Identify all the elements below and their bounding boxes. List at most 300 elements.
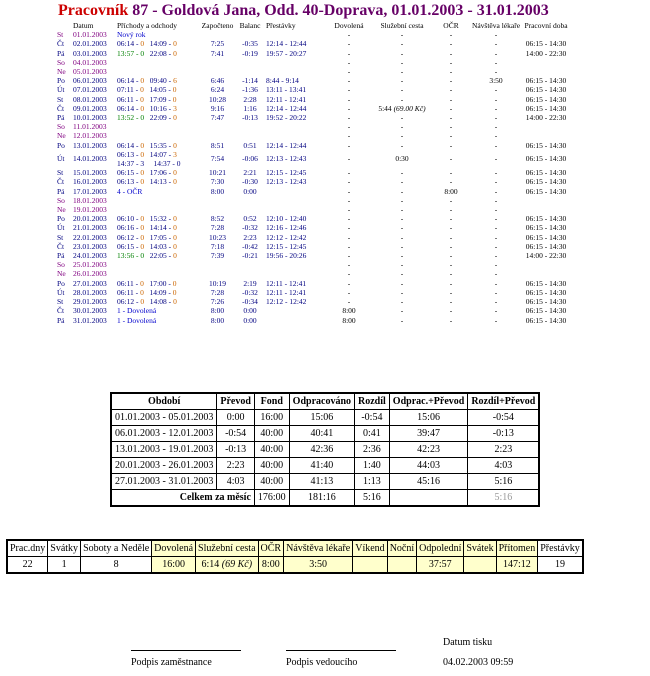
row-navsteva-lekare: - <box>494 223 498 233</box>
sum-rozdil-prevod: 2:23 <box>468 442 540 458</box>
table-row <box>57 251 571 260</box>
row-prichody-seg: 10:16 - <box>144 103 174 113</box>
title-rest: 87 - Goldová Jana, Odd. 40-Doprava, 01.01.2003 - 31.01.2003 <box>132 2 549 19</box>
row-pracovni-doba <box>521 196 571 205</box>
row-sluzebni-cesta <box>373 104 431 113</box>
row-navsteva-lekare: - <box>494 260 498 270</box>
sum-obdobi: 01.01.2003 - 05.01.2003 <box>111 410 217 426</box>
tot-h-sluzebni-cesta: Služební cesta <box>196 540 258 557</box>
row-balanc <box>234 58 266 67</box>
row-prichody <box>117 76 201 85</box>
row-dow: Út <box>57 154 65 164</box>
row-prichody-seg: 22:08 - <box>144 48 174 58</box>
row-navsteva-lekare: - <box>494 140 498 150</box>
row-sluzebni-cesta-amount: (69.00 Kč) <box>393 103 426 113</box>
row-zapocteno <box>201 260 234 269</box>
row-prichody-seg: 0 <box>172 278 177 288</box>
row-prichody-seg: 17:09 - <box>143 94 173 104</box>
row-prichody-seg: 0 <box>173 48 177 58</box>
row-ocr: - <box>449 30 453 40</box>
row-pracovni-doba: 06:15 - 14:30 <box>525 186 567 196</box>
row-sluzebni-cesta <box>373 279 431 288</box>
row-balanc: -0:34 <box>242 297 258 307</box>
row-dovolena: - <box>347 223 351 233</box>
tot-svatky: 1 <box>48 557 81 574</box>
row-date: 21.01.2003 <box>73 223 107 233</box>
row-prichody <box>117 150 201 168</box>
sum-obdobi: 27.01.2003 - 31.01.2003 <box>111 474 217 490</box>
sum-rozdil: 0:41 <box>355 426 390 442</box>
row-prichody-line2: 14:37 - 3 14:37 - 0 <box>117 159 181 169</box>
row-sluzebni-cesta <box>373 187 431 196</box>
sum-total-fond: 176:00 <box>254 490 289 507</box>
row-navsteva-lekare: - <box>494 154 498 164</box>
row-dow: St <box>57 232 64 242</box>
row-prestavky: 12:13 - 12:43 <box>266 154 307 164</box>
row-navsteva-lekare: - <box>494 30 498 40</box>
row-balanc <box>234 122 266 131</box>
row-zapocteno: 8:51 <box>210 140 225 150</box>
row-prichody-seg: 6 <box>173 76 177 86</box>
row-zapocteno <box>201 269 234 278</box>
row-prichody <box>117 269 201 278</box>
row-prichody <box>117 113 201 122</box>
row-prichody <box>117 214 201 223</box>
row-prichody-seg: 13:56 - 0 <box>117 251 145 261</box>
row-dow: So <box>57 122 65 132</box>
row-balanc: 0:00 <box>243 306 257 316</box>
row-prichody-seg: 0 <box>140 214 145 224</box>
row-sluzebni-cesta <box>373 196 431 205</box>
col-prestavky: Přestávky <box>266 21 296 30</box>
row-sluzebni-cesta-time: - <box>400 131 404 141</box>
row-prichody <box>117 306 201 315</box>
row-prichody <box>117 242 201 251</box>
table-row <box>57 187 571 196</box>
table-row <box>57 297 571 306</box>
summary-body <box>111 410 539 490</box>
sum-rozdil-prevod: -0:54 <box>468 410 540 426</box>
row-sluzebni-cesta <box>373 76 431 85</box>
table-row <box>57 316 571 325</box>
row-dovolena: - <box>347 269 351 279</box>
row-zapocteno: 7:18 <box>210 241 225 251</box>
signature-employee-label: Podpis zaměstnance <box>131 657 212 668</box>
col-navsteva-lekare: Návštěva lékaře <box>471 21 521 30</box>
row-zapocteno <box>201 58 234 67</box>
table-row <box>57 288 571 297</box>
row-pracovni-doba <box>521 131 571 140</box>
row-date: 12.01.2003 <box>73 131 107 141</box>
row-dow: Pá <box>57 251 65 261</box>
row-zapocteno: 10:23 <box>208 232 227 242</box>
row-pracovni-doba: 06:15 - 14:30 <box>525 154 567 164</box>
row-prichody-seg: 06:14 - <box>117 140 141 150</box>
row-pracovni-doba: 14:00 - 22:30 <box>525 113 567 123</box>
row-prestavky: 12:13 - 12:43 <box>266 177 307 187</box>
row-prichody-seg: 0 <box>140 232 145 242</box>
row-dow: Pá <box>57 113 65 123</box>
row-prichody <box>117 177 201 186</box>
row-dow: Po <box>57 214 65 224</box>
row-sluzebni-cesta-time: - <box>400 195 404 205</box>
row-date: 19.01.2003 <box>73 205 107 215</box>
table-row <box>57 95 571 104</box>
row-dovolena: - <box>347 48 351 58</box>
row-prichody-seg: 0 <box>172 94 177 104</box>
sum-total-rozdil-prevod: 5:16 <box>468 490 540 507</box>
row-dovolena: - <box>347 57 351 67</box>
row-prestavky <box>266 187 325 196</box>
row-dovolena: - <box>347 168 351 178</box>
row-prestavky: 12:10 - 12:40 <box>266 214 307 224</box>
tot-h-navsteva-lekare: Návštěva lékaře <box>284 540 353 557</box>
row-sluzebni-cesta <box>373 58 431 67</box>
row-prichody-seg: 0 <box>173 232 177 242</box>
row-sluzebni-cesta <box>373 122 431 131</box>
sum-obdobi: 13.01.2003 - 19.01.2003 <box>111 442 217 458</box>
row-zapocteno: 7:54 <box>210 154 225 164</box>
row-prichody-seg: 0 <box>140 103 145 113</box>
row-ocr: - <box>449 306 453 316</box>
sum-fond: 40:00 <box>254 458 289 474</box>
table-row <box>57 242 571 251</box>
row-dow: Ne <box>57 67 66 77</box>
row-prestavky: 12:11 - 12:41 <box>266 278 307 288</box>
row-navsteva-lekare: - <box>494 94 498 104</box>
row-sluzebni-cesta-time: - <box>400 168 404 178</box>
row-pracovni-doba <box>521 30 571 39</box>
sum-odpracovano: 42:36 <box>289 442 354 458</box>
row-dow: Čt <box>57 241 65 251</box>
row-sluzebni-cesta <box>373 168 431 177</box>
row-sluzebni-cesta-time: - <box>400 57 404 67</box>
row-dovolena: - <box>347 278 351 288</box>
row-sluzebni-cesta-time: - <box>400 85 404 95</box>
row-balanc: -0:35 <box>242 39 258 49</box>
row-ocr: - <box>449 154 453 164</box>
row-dow: Pá <box>57 315 65 325</box>
row-navsteva-lekare: - <box>494 67 498 77</box>
row-prichody-seg: 14:13 - <box>144 177 174 187</box>
row-dow: St <box>57 30 64 40</box>
row-prestavky <box>266 205 325 214</box>
tot-h-svatky: Svátky <box>48 540 81 557</box>
row-balanc: 0:52 <box>243 214 257 224</box>
row-prichody-seg: 0 <box>173 113 177 123</box>
row-sluzebni-cesta <box>373 49 431 58</box>
row-prestavky: 12:11 - 12:41 <box>266 287 307 297</box>
row-navsteva-lekare: - <box>494 195 498 205</box>
row-ocr: - <box>449 278 453 288</box>
row-sluzebni-cesta-time: - <box>400 205 404 215</box>
row-date: 03.01.2003 <box>73 48 107 58</box>
row-zapocteno <box>201 205 234 214</box>
col-datum: Datum <box>73 21 94 30</box>
row-ocr: - <box>449 241 453 251</box>
row-sluzebni-cesta <box>373 95 431 104</box>
row-sluzebni-cesta <box>373 269 431 278</box>
row-sluzebni-cesta <box>373 242 431 251</box>
row-sluzebni-cesta-time: - <box>400 251 404 261</box>
tot-h-ocr: OČR <box>258 540 284 557</box>
row-ocr: 8:00 <box>444 186 458 196</box>
row-prichody-seg: 06:11 - <box>117 94 141 104</box>
row-sluzebni-cesta <box>373 233 431 242</box>
row-dow: Út <box>57 287 65 297</box>
row-zapocteno: 7:30 <box>210 177 225 187</box>
row-sluzebni-cesta-time: - <box>400 287 404 297</box>
row-pracovni-doba: 06:15 - 14:30 <box>525 214 567 224</box>
row-dovolena: - <box>347 195 351 205</box>
row-balanc: 1:16 <box>243 103 257 113</box>
title-prefix: Pracovník <box>58 2 129 19</box>
table-row <box>57 85 571 94</box>
table-row <box>57 58 571 67</box>
row-dovolena: - <box>347 76 351 86</box>
sum-rozdil: -0:54 <box>355 410 390 426</box>
table-row <box>57 122 571 131</box>
sum-odpracovano: 41:40 <box>289 458 354 474</box>
row-prichody-seg: 06:13 - <box>117 149 141 159</box>
row-ocr: - <box>449 131 453 141</box>
row-dow: So <box>57 57 65 67</box>
row-prichody <box>117 131 201 140</box>
row-prichody-seg: 13:57 - 0 <box>117 48 145 58</box>
row-prichody-seg: 07:11 - <box>117 85 141 95</box>
row-prichody-seg: 17:00 - <box>143 278 173 288</box>
row-prichody-seg: 06:12 - <box>117 297 141 307</box>
row-dovolena: - <box>347 205 351 215</box>
row-date: 26.01.2003 <box>73 269 107 279</box>
sum-odpracovano: 41:13 <box>289 474 354 490</box>
table-row <box>57 113 571 122</box>
row-prestavky: 12:14 - 12:44 <box>266 39 307 49</box>
summary-table <box>110 392 540 507</box>
row-date: 06.01.2003 <box>73 76 107 86</box>
row-sluzebni-cesta-time: - <box>400 94 404 104</box>
row-prichody <box>117 49 201 58</box>
row-dow: Pá <box>57 186 65 196</box>
totals-value-row <box>7 557 583 574</box>
row-prichody <box>117 260 201 269</box>
row-balanc: 2:19 <box>243 278 257 288</box>
row-prichody-seg: 0 <box>140 76 145 86</box>
row-sluzebni-cesta-time: - <box>400 241 404 251</box>
row-prichody-seg: 17:06 - <box>144 168 174 178</box>
row-dow: Pá <box>57 48 65 58</box>
row-prichody-seg: 14:03 - <box>144 241 174 251</box>
tot-h-svatek: Svátek <box>464 540 496 557</box>
summary-header-row <box>111 393 539 410</box>
row-zapocteno <box>201 196 234 205</box>
row-dow: St <box>57 94 64 104</box>
row-zapocteno: 7:25 <box>210 39 225 49</box>
row-sluzebni-cesta-time: - <box>400 122 404 132</box>
row-prichody-seg: 0 <box>172 85 177 95</box>
tot-odpoledni: 37:57 <box>417 557 464 574</box>
row-sluzebni-cesta <box>373 67 431 76</box>
row-prichody-seg: 1 - Dovolená <box>117 315 157 325</box>
row-prichody <box>117 316 201 325</box>
table-row <box>57 260 571 269</box>
row-balanc: -1:14 <box>242 76 258 86</box>
row-prichody-seg: 0 <box>140 278 144 288</box>
row-prichody-seg: 14:07 - <box>144 149 174 159</box>
signature-line-manager <box>286 650 396 651</box>
row-pracovni-doba: 06:15 - 14:30 <box>525 287 567 297</box>
tot-sluzebni-cesta <box>196 557 258 574</box>
row-prestavky: 12:12 - 12:42 <box>266 232 307 242</box>
row-navsteva-lekare: - <box>494 131 498 141</box>
row-zapocteno: 7:28 <box>210 223 225 233</box>
sum-odprac-prevod: 45:16 <box>389 474 468 490</box>
row-prichody <box>117 39 201 48</box>
sum-prevod: 2:23 <box>217 458 255 474</box>
row-sluzebni-cesta-time: - <box>400 177 404 187</box>
row-balanc: 0:00 <box>243 315 257 325</box>
monthly-totals-table <box>6 539 584 574</box>
row-dow: Čt <box>57 177 65 187</box>
row-date: 24.01.2003 <box>73 251 107 261</box>
row-prichody-seg: 0 <box>173 177 177 187</box>
row-prichody <box>117 85 201 94</box>
row-zapocteno: 7:39 <box>210 251 225 261</box>
col-balanc: Balanc <box>239 21 261 30</box>
table-row <box>111 442 539 458</box>
row-date: 28.01.2003 <box>73 287 107 297</box>
row-ocr: - <box>449 297 453 307</box>
row-prichody <box>117 196 201 205</box>
row-prichody <box>117 168 201 177</box>
row-ocr: - <box>449 232 453 242</box>
attendance-table <box>57 21 571 325</box>
row-dow: Út <box>57 223 65 233</box>
row-prichody-seg: 4 - OČR <box>117 186 143 196</box>
row-balanc: 0:51 <box>243 140 257 150</box>
row-dow: So <box>57 195 65 205</box>
row-pracovni-doba <box>521 260 571 269</box>
row-prichody <box>117 141 201 150</box>
row-sluzebni-cesta-time: 0:30 <box>395 154 409 164</box>
row-prichody-seg: 09:40 - <box>144 76 174 86</box>
row-prichody-seg: 0 <box>140 140 145 150</box>
table-row <box>57 67 571 76</box>
tot-h-soboty-nedele: Soboty a Neděle <box>81 540 152 557</box>
row-dovolena: - <box>347 67 351 77</box>
tot-prestavky: 19 <box>538 557 583 574</box>
row-date: 15.01.2003 <box>73 168 107 178</box>
table-row <box>57 177 571 186</box>
row-ocr: - <box>449 94 453 104</box>
sum-col-fond: Fond <box>254 393 289 410</box>
row-dovolena: - <box>347 241 351 251</box>
sum-col-rozdil-prevod: Rozdíl+Převod <box>468 393 540 410</box>
tot-dovolena: 16:00 <box>152 557 196 574</box>
row-sluzebni-cesta-time: - <box>400 214 404 224</box>
row-pracovni-doba <box>521 67 571 76</box>
row-prichody-seg: 0 <box>173 168 177 178</box>
sum-col-odprac-prevod: Odprac.+Převod <box>389 393 468 410</box>
row-pracovni-doba <box>521 58 571 67</box>
row-ocr: - <box>449 168 453 178</box>
row-pracovni-doba: 06:15 - 14:30 <box>525 85 567 95</box>
row-prichody-seg: 06:12 - <box>117 232 141 242</box>
row-balanc: -0:30 <box>242 177 258 187</box>
sum-odprac-prevod: 44:03 <box>389 458 468 474</box>
row-prichody-seg: 0 <box>140 241 145 251</box>
row-date: 01.01.2003 <box>73 30 107 40</box>
table-row <box>57 131 571 140</box>
row-dovolena: 8:00 <box>342 306 356 316</box>
table-row <box>57 196 571 205</box>
row-sluzebni-cesta <box>373 141 431 150</box>
row-prestavky: 12:14 - 12:44 <box>266 103 307 113</box>
row-date: 22.01.2003 <box>73 232 107 242</box>
row-prichody-seg: 0 <box>173 297 177 307</box>
row-sluzebni-cesta-time: - <box>400 278 404 288</box>
row-dovolena: - <box>347 113 351 123</box>
row-prichody-seg: 06:11 - <box>117 287 141 297</box>
col-zapocteno: Započteno <box>201 21 234 30</box>
row-navsteva-lekare: - <box>494 306 498 316</box>
row-prichody-seg: 14:14 - <box>144 223 174 233</box>
table-row <box>111 474 539 490</box>
row-pracovni-doba: 06:15 - 14:30 <box>525 103 567 113</box>
table-row <box>57 205 571 214</box>
row-pracovni-doba: 06:15 - 14:30 <box>525 223 567 233</box>
row-prichody-seg: 0 <box>173 140 177 150</box>
row-prichody-seg: 15:32 - <box>144 214 174 224</box>
row-date: 14.01.2003 <box>73 154 107 164</box>
row-date: 23.01.2003 <box>73 241 107 251</box>
row-zapocteno <box>201 131 234 140</box>
row-prichody-seg: 06:14 - <box>117 103 141 113</box>
sum-rozdil: 2:36 <box>355 442 390 458</box>
sum-rozdil-prevod: -0:13 <box>468 426 540 442</box>
tot-h-prac-dny: Prac.dny <box>7 540 48 557</box>
row-sluzebni-cesta-time: - <box>400 306 404 316</box>
row-dovolena: - <box>347 214 351 224</box>
row-ocr: - <box>449 140 453 150</box>
row-dow: Ne <box>57 269 66 279</box>
row-navsteva-lekare: - <box>494 287 498 297</box>
tot-soboty-nedele: 8 <box>81 557 152 574</box>
row-prichody-seg: 0 <box>140 168 145 178</box>
tot-vikend <box>353 557 387 574</box>
row-prestavky <box>266 306 325 315</box>
row-balanc: -0:06 <box>242 154 258 164</box>
row-ocr: - <box>449 269 453 279</box>
table-row <box>57 168 571 177</box>
row-zapocteno: 8:00 <box>210 186 225 196</box>
row-sluzebni-cesta <box>373 131 431 140</box>
row-ocr: - <box>449 195 453 205</box>
sum-rozdil: 1:13 <box>355 474 390 490</box>
row-ocr: - <box>449 205 453 215</box>
sum-odpracovano: 40:41 <box>289 426 354 442</box>
row-ocr: - <box>449 85 453 95</box>
row-pracovni-doba: 14:00 - 22:30 <box>525 251 567 261</box>
row-date: 09.01.2003 <box>73 103 107 113</box>
tot-navsteva-lekare: 3:50 <box>284 557 353 574</box>
row-sluzebni-cesta-time: - <box>400 67 404 77</box>
row-dovolena: - <box>347 297 351 307</box>
row-balanc: -0:32 <box>242 287 258 297</box>
row-prichody <box>117 251 201 260</box>
row-sluzebni-cesta <box>373 223 431 232</box>
table-row <box>57 279 571 288</box>
